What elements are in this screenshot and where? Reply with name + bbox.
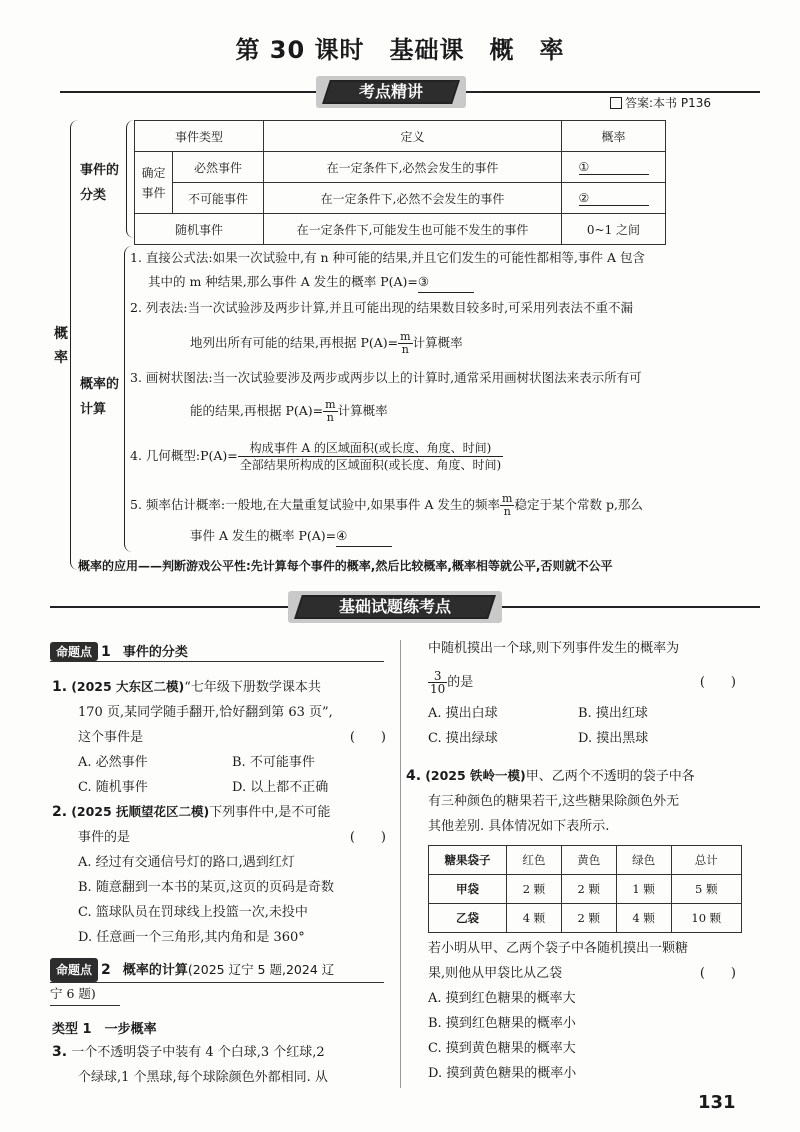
table-cell: 10 颗 — [671, 904, 741, 933]
question-text: 这个事件是 — [78, 730, 144, 745]
question-text: 一个不透明袋子中装有 4 个白球,3 个红球,2 — [71, 1045, 325, 1060]
line-text: 稳定于某个常数 p,那么 — [514, 497, 643, 512]
table-cell: 0~1 之间 — [562, 214, 666, 245]
section-number: 1 — [101, 644, 111, 660]
type-number: 类型 1 — [52, 1022, 92, 1037]
table-cell: 2 颗 — [507, 875, 562, 904]
line-text: 地列出所有可能的结果,再根据 P(A)= — [190, 335, 399, 350]
header-cell: 事件类型 — [135, 121, 264, 152]
header-cell: 糖果袋子 — [429, 846, 507, 875]
answer-blank: ② — [579, 191, 649, 206]
method-1-line-1: 1. 直接公式法:如果一次试验中,有 n 种可能的结果,并且它们发生的可能性都相等,事件 A 包含 — [130, 250, 646, 265]
section-banner — [322, 80, 460, 104]
section-title: 概率的计算 — [122, 963, 188, 978]
section-title: 事件的分类 — [122, 645, 188, 660]
branch-calculation — [80, 372, 119, 422]
option: A. 摸出白球 — [428, 706, 498, 721]
section-tag: 命题点 — [50, 642, 98, 661]
section-number: 2 — [101, 962, 111, 978]
numerator: m — [325, 398, 336, 411]
section-header-1 — [50, 641, 384, 662]
question-text: 个绿球,1 个黑球,每个球除颜色外都相同. 从 — [78, 1070, 328, 1085]
question-text: 中随机摸出一个球,则下列事件发生的概率为 — [428, 641, 680, 656]
fraction — [398, 331, 412, 356]
option: A. 必然事件 — [78, 755, 148, 770]
answer-blank: ④ — [336, 526, 392, 547]
line-text: 计算概率 — [337, 403, 388, 418]
section-header-2 — [50, 958, 384, 1006]
option: B. 随意翻到一本书的某页,这页的页码是奇数 — [78, 880, 334, 895]
question-number: 1. — [52, 679, 68, 695]
branch-label: 事件的 — [80, 163, 120, 178]
fraction — [323, 399, 337, 424]
banner-text: 考点精讲 — [358, 82, 423, 101]
option: D. 摸出黑球 — [578, 731, 649, 746]
table-cell: 不可能事件 — [173, 183, 264, 214]
banner-text: 基础试题练考点 — [338, 597, 451, 616]
column-divider — [400, 640, 401, 1088]
denominator: n — [401, 343, 409, 356]
table-row — [429, 904, 742, 933]
option: C. 摸出绿球 — [428, 731, 498, 746]
answer-paren: ( ) — [699, 675, 736, 690]
table-row — [429, 875, 742, 904]
numerator: m — [400, 330, 411, 343]
table-row — [135, 152, 666, 183]
method-3-line-2 — [190, 396, 388, 426]
method-4-line — [130, 438, 503, 474]
header-cell: 定义 — [264, 121, 562, 152]
event-classification-table — [134, 120, 666, 245]
numerator: 构成事件 A 的区域面积(或长度、角度、时间) — [238, 440, 503, 457]
application-line: 概率的应用——判断游戏公平性:先计算每个事件的概率,然后比较概率,概率相等就公平,否则就不公平 — [78, 559, 613, 573]
question-text: 170 页,某同学随手翻开,恰好翻到第 63 页”, — [78, 705, 333, 720]
answer-paren: ( ) — [349, 730, 386, 745]
cell-text: 事件 — [141, 185, 166, 200]
question-text: 的是 — [447, 675, 474, 690]
line-text: 能的结果,再根据 P(A)= — [190, 403, 324, 418]
section-banner — [294, 595, 496, 619]
option: B. 摸到红色糖果的概率小 — [428, 1016, 576, 1031]
section-note: (2025 辽宁 5 题,2024 辽 — [187, 962, 335, 977]
question-source: (2025 大东区二模) — [71, 679, 185, 694]
cell-text: 确定 — [141, 165, 166, 180]
answer-blank-cell — [562, 183, 666, 214]
option: A. 经过有交通信号灯的路口,遇到红灯 — [78, 855, 295, 870]
option: D. 以上都不正确 — [232, 780, 329, 795]
type-label — [52, 1018, 157, 1037]
question-text: 事件的是 — [78, 830, 131, 845]
numerator: 3 — [428, 670, 447, 683]
row-header-cell: 乙袋 — [429, 904, 507, 933]
table-row — [135, 183, 666, 214]
branch-label: 分类 — [80, 188, 107, 203]
option: B. 不可能事件 — [232, 755, 315, 770]
question-2 — [52, 799, 398, 950]
table-cell: 在一定条件下,可能发生也可能不发生的事件 — [264, 214, 562, 245]
answer-blank: ① — [579, 160, 649, 175]
option: C. 随机事件 — [78, 780, 148, 795]
table-cell: 在一定条件下,必然会发生的事件 — [264, 152, 562, 183]
method-1-line-2 — [148, 272, 474, 293]
answer-blank-cell — [562, 152, 666, 183]
header-cell: 黄色 — [561, 846, 616, 875]
numerator: m — [502, 492, 513, 505]
fraction — [500, 493, 514, 518]
table-row — [135, 214, 666, 245]
table-cell: 4 颗 — [616, 904, 671, 933]
banner-container — [288, 591, 502, 623]
answer-reference — [610, 94, 711, 111]
header-cell: 红色 — [507, 846, 562, 875]
denominator: 10 — [430, 682, 446, 696]
root-char: 率 — [54, 350, 68, 366]
question-3-part-2 — [428, 636, 748, 751]
branch-label: 计算 — [80, 402, 107, 417]
table-header-row — [135, 121, 666, 152]
candy-table — [428, 845, 742, 933]
branch-label: 概率的 — [80, 377, 120, 392]
method-2-line-1: 2. 列表法:当一次试验涉及两步计算,并且可能出现的结果数目较多时,可采用列表法不重不漏 — [130, 300, 634, 315]
answer-blank: ③ — [418, 272, 474, 293]
question-text: 果,则他从甲袋比从乙袋 — [428, 966, 563, 981]
line-text: 4. 几何概型:P(A)= — [130, 448, 238, 463]
table-cell: 4 颗 — [507, 904, 562, 933]
table-cell: 2 颗 — [561, 875, 616, 904]
line-text: 事件 A 发生的概率 P(A)= — [190, 528, 337, 543]
question-3-part-1 — [52, 1040, 398, 1090]
table-cell: 在一定条件下,必然不会发生的事件 — [264, 183, 562, 214]
option: C. 篮球队员在罚球线上投篮一次,未投中 — [78, 905, 308, 920]
page-title: 第 30 课时 基础课 概 率 — [235, 36, 565, 64]
question-4-continued — [428, 936, 748, 1086]
answer-paren: ( ) — [349, 830, 386, 845]
root-char: 概 — [54, 326, 68, 342]
method-5-line-2 — [190, 526, 392, 547]
question-text: 下列事件中,是不可能 — [209, 805, 331, 820]
header-cell: 总计 — [671, 846, 741, 875]
denominator: 全部结果所构成的区域面积(或长度、角度、时间) — [239, 458, 502, 472]
type-title: 一步概率 — [104, 1022, 157, 1037]
option: B. 摸出红球 — [578, 706, 648, 721]
book-icon — [610, 97, 622, 109]
method-2-line-2 — [190, 328, 463, 358]
question-number: 4. — [406, 768, 422, 784]
line-text: 5. 频率估计概率:一般地,在大量重复试验中,如果事件 A 发生的频率 — [130, 497, 501, 512]
option: D. 摸到黄色糖果的概率小 — [428, 1066, 577, 1081]
table-header-row — [429, 846, 742, 875]
question-text: 甲、乙两个不透明的袋子中各 — [525, 769, 695, 784]
fraction — [428, 670, 447, 695]
page-number: 131 — [698, 1092, 736, 1113]
answer-ref-text: 答案:本书 P136 — [625, 96, 711, 110]
question-text: “七年级下册数学课本共 — [184, 680, 321, 695]
option: D. 任意画一个三角形,其内角和是 360° — [78, 930, 305, 945]
certain-group-cell — [135, 152, 173, 214]
question-text: 其他差别. 具体情况如下表所示. — [428, 819, 610, 834]
table-cell: 1 颗 — [616, 875, 671, 904]
row-header-cell: 甲袋 — [429, 875, 507, 904]
section-note: 宁 6 题) — [50, 983, 120, 1006]
answer-paren: ( ) — [699, 966, 736, 981]
question-source: (2025 抚顺望花区二模) — [71, 804, 210, 819]
branch1-brace — [126, 120, 134, 238]
method-5-line-1 — [130, 490, 643, 520]
denominator: n — [503, 505, 511, 518]
denominator: n — [326, 411, 334, 424]
header-cell: 概率 — [562, 121, 666, 152]
question-number: 3. — [52, 1044, 68, 1060]
question-source: (2025 铁岭一模) — [425, 768, 526, 783]
option: C. 摸到黄色糖果的概率大 — [428, 1041, 576, 1056]
question-number: 2. — [52, 804, 68, 820]
section-tag: 命题点 — [50, 958, 98, 982]
question-1 — [52, 674, 398, 800]
header-cell: 绿色 — [616, 846, 671, 875]
question-text: 若小明从甲、乙两个袋子中各随机摸出一颗糖 — [428, 941, 689, 956]
table-cell: 2 颗 — [561, 904, 616, 933]
branch-classification — [80, 158, 119, 208]
root-label — [54, 322, 72, 370]
question-text: 有三种颜色的糖果若干,这些糖果除颜色外无 — [428, 794, 680, 809]
line-text: 其中的 m 种结果,那么事件 A 发生的概率 P(A)= — [148, 274, 418, 289]
option: A. 摸到红色糖果的概率大 — [428, 991, 576, 1006]
method-3-line-1: 3. 画树状图法:当一次试验要涉及两步或两步以上的计算时,通常采用画树状图法来表示所有可 — [130, 370, 642, 385]
fraction — [238, 440, 503, 473]
table-cell: 必然事件 — [173, 152, 264, 183]
table-cell: 5 颗 — [671, 875, 741, 904]
banner-container — [316, 76, 466, 108]
question-4 — [406, 763, 756, 839]
line-text: 计算概率 — [412, 335, 463, 350]
table-cell: 随机事件 — [135, 214, 264, 245]
